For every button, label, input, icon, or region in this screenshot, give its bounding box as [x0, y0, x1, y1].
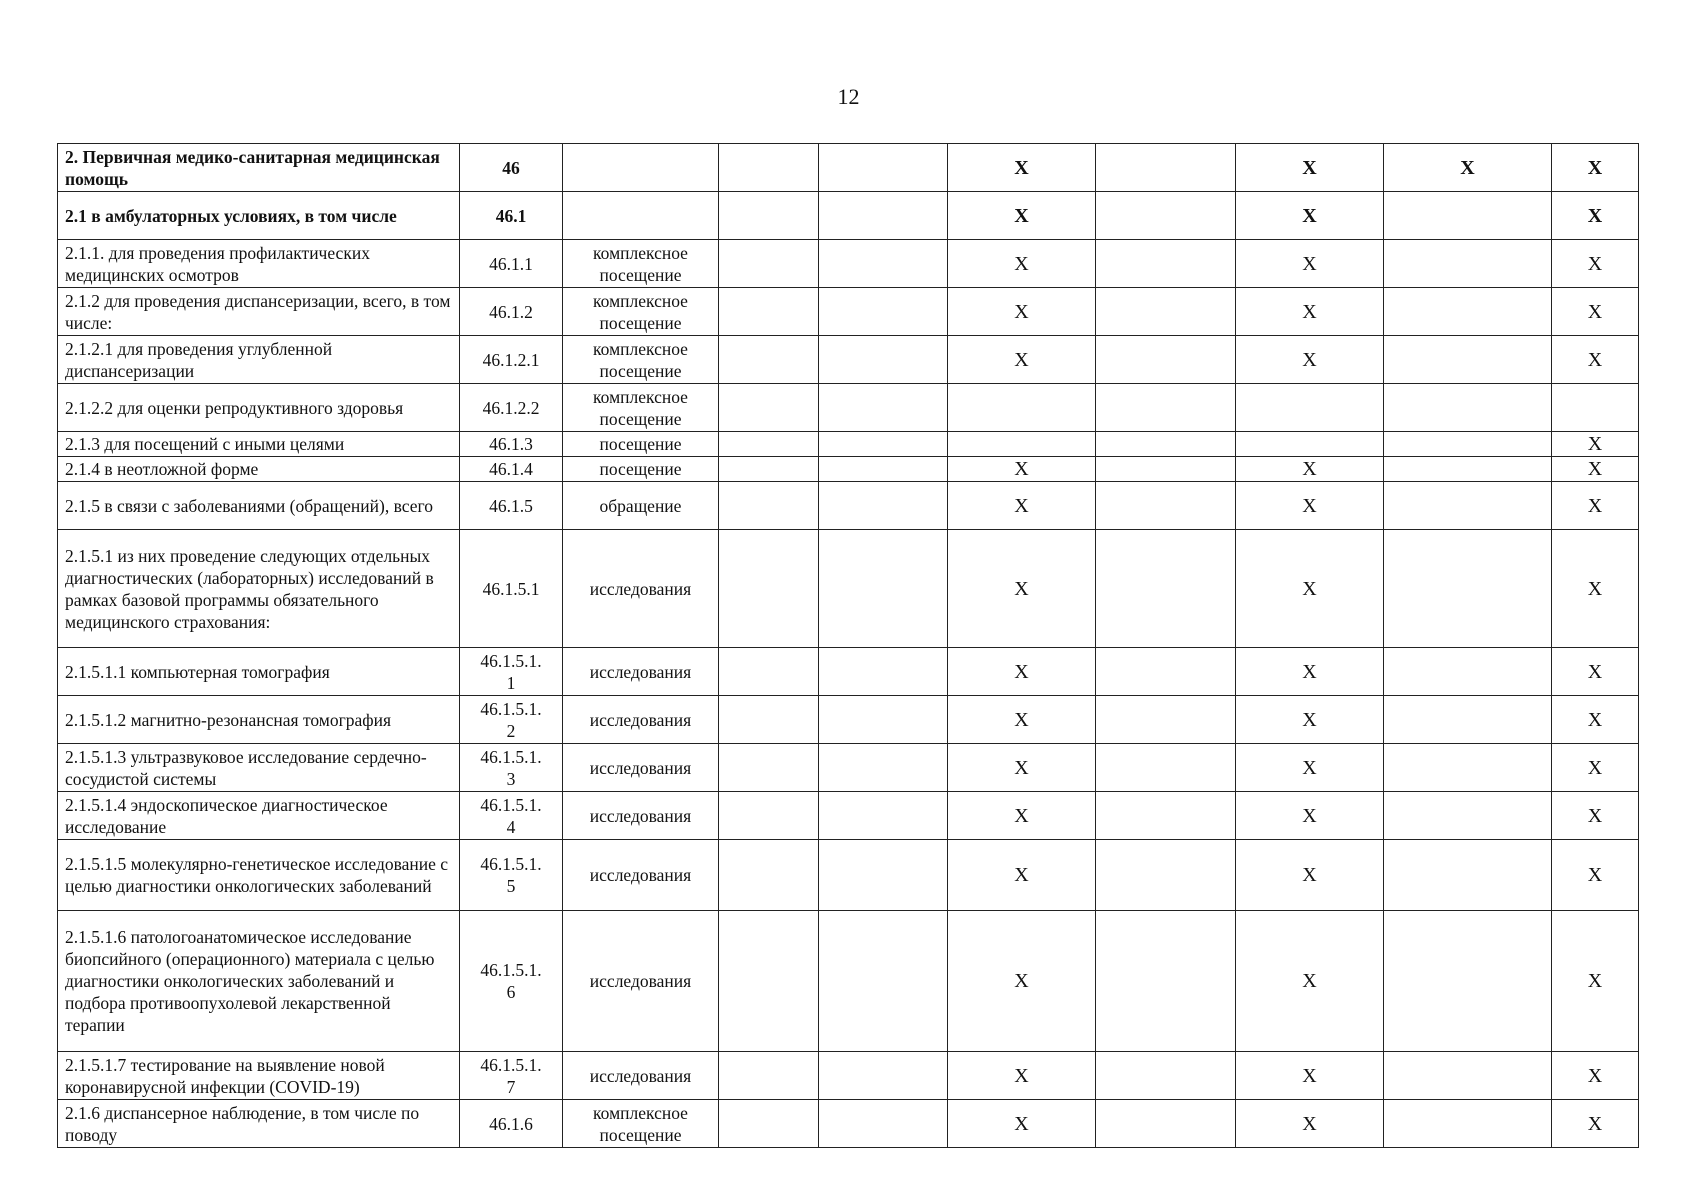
value-cell-col9 [1384, 288, 1552, 336]
value-cell-col5 [819, 192, 948, 240]
value-cell-col6: X [948, 648, 1096, 696]
value-cell-col9 [1384, 648, 1552, 696]
value-cell-col10: X [1552, 336, 1639, 384]
row-name-cell: 2.1 в амбулаторных условиях, в том числе [58, 192, 460, 240]
row-name-cell: 2. Первичная медико-санитарная медицинская помощь [58, 144, 460, 192]
row-name-cell: 2.1.5.1.7 тестирование на выявление новой коронавирусной инфекции (COVID-19) [58, 1052, 460, 1100]
row-code-cell: 46.1.2 [460, 288, 563, 336]
table-row [58, 457, 1639, 482]
value-cell-col9 [1384, 911, 1552, 1052]
table-row [58, 840, 1639, 911]
row-unit-cell: исследования [563, 744, 719, 792]
row-name-cell: 2.1.1. для проведения профилактических медицинских осмотров [58, 240, 460, 288]
value-cell-col4 [719, 1052, 819, 1100]
value-cell-col5 [819, 336, 948, 384]
value-cell-col8: X [1236, 840, 1384, 911]
value-cell-col8: X [1236, 192, 1384, 240]
row-unit-cell: комплексное посещение [563, 336, 719, 384]
row-unit-cell: исследования [563, 1052, 719, 1100]
row-unit-cell: исследования [563, 911, 719, 1052]
value-cell-col10: X [1552, 240, 1639, 288]
value-cell-col8 [1236, 384, 1384, 432]
value-cell-col9 [1384, 432, 1552, 457]
value-cell-col8: X [1236, 457, 1384, 482]
value-cell-col4 [719, 911, 819, 1052]
value-cell-col7 [1096, 840, 1236, 911]
value-cell-col10: X [1552, 1052, 1639, 1100]
row-unit-cell: исследования [563, 530, 719, 648]
table-row [58, 482, 1639, 530]
value-cell-col8: X [1236, 911, 1384, 1052]
value-cell-col10: X [1552, 744, 1639, 792]
row-unit-cell: комплексное посещение [563, 384, 719, 432]
value-cell-col4 [719, 792, 819, 840]
value-cell-col5 [819, 144, 948, 192]
value-cell-col7 [1096, 240, 1236, 288]
value-cell-col9 [1384, 1100, 1552, 1148]
row-code-cell: 46.1.5.1. 7 [460, 1052, 563, 1100]
table-row [58, 792, 1639, 840]
value-cell-col10: X [1552, 192, 1639, 240]
table-row [58, 432, 1639, 457]
value-cell-col6: X [948, 744, 1096, 792]
table-row [58, 336, 1639, 384]
value-cell-col9: X [1384, 144, 1552, 192]
row-code-cell: 46.1.5.1. 6 [460, 911, 563, 1052]
value-cell-col7 [1096, 648, 1236, 696]
value-cell-col10: X [1552, 288, 1639, 336]
row-unit-cell: комплексное посещение [563, 240, 719, 288]
row-code-cell: 46.1.5.1. 1 [460, 648, 563, 696]
value-cell-col5 [819, 792, 948, 840]
value-cell-col4 [719, 384, 819, 432]
value-cell-col4 [719, 240, 819, 288]
value-cell-col4 [719, 336, 819, 384]
value-cell-col8: X [1236, 240, 1384, 288]
row-unit-cell: исследования [563, 648, 719, 696]
value-cell-col6: X [948, 457, 1096, 482]
row-code-cell: 46.1.2.1 [460, 336, 563, 384]
value-cell-col5 [819, 648, 948, 696]
value-cell-col6 [948, 432, 1096, 457]
value-cell-col10: X [1552, 840, 1639, 911]
value-cell-col6: X [948, 1100, 1096, 1148]
value-cell-col7 [1096, 336, 1236, 384]
value-cell-col9 [1384, 482, 1552, 530]
value-cell-col8 [1236, 432, 1384, 457]
value-cell-col6: X [948, 792, 1096, 840]
row-code-cell: 46.1.5 [460, 482, 563, 530]
row-name-cell: 2.1.5.1.3 ультразвуковое исследование сердечно-сосудистой системы [58, 744, 460, 792]
value-cell-col7 [1096, 144, 1236, 192]
value-cell-col10: X [1552, 457, 1639, 482]
value-cell-col9 [1384, 1052, 1552, 1100]
table-row [58, 384, 1639, 432]
value-cell-col10 [1552, 384, 1639, 432]
row-code-cell: 46.1.3 [460, 432, 563, 457]
value-cell-col8: X [1236, 648, 1384, 696]
row-name-cell: 2.1.5 в связи с заболеваниями (обращений), всего [58, 482, 460, 530]
value-cell-col10: X [1552, 792, 1639, 840]
value-cell-col5 [819, 457, 948, 482]
value-cell-col5 [819, 744, 948, 792]
table-row [58, 530, 1639, 648]
value-cell-col4 [719, 1100, 819, 1148]
row-unit-cell: исследования [563, 792, 719, 840]
value-cell-col9 [1384, 240, 1552, 288]
table-row [58, 1052, 1639, 1100]
value-cell-col6: X [948, 482, 1096, 530]
value-cell-col4 [719, 482, 819, 530]
value-cell-col6: X [948, 530, 1096, 648]
value-cell-col9 [1384, 792, 1552, 840]
table-row [58, 1100, 1639, 1148]
value-cell-col8: X [1236, 288, 1384, 336]
row-name-cell: 2.1.5.1 из них проведение следующих отдельных диагностических (лабораторных) исследований в рамках базовой программы обязательного медицинского страхования: [58, 530, 460, 648]
table-row [58, 911, 1639, 1052]
value-cell-col7 [1096, 288, 1236, 336]
value-cell-col5 [819, 911, 948, 1052]
row-unit-cell: комплексное посещение [563, 288, 719, 336]
value-cell-col5 [819, 840, 948, 911]
value-cell-col7 [1096, 792, 1236, 840]
value-cell-col4 [719, 840, 819, 911]
row-name-cell: 2.1.4 в неотложной форме [58, 457, 460, 482]
value-cell-col5 [819, 530, 948, 648]
value-cell-col9 [1384, 336, 1552, 384]
row-name-cell: 2.1.2.2 для оценки репродуктивного здоровья [58, 384, 460, 432]
value-cell-col4 [719, 530, 819, 648]
page-number: 12 [837, 84, 860, 109]
value-cell-col7 [1096, 482, 1236, 530]
value-cell-col5 [819, 696, 948, 744]
value-cell-col8: X [1236, 482, 1384, 530]
row-code-cell: 46.1.5.1. 3 [460, 744, 563, 792]
row-code-cell: 46.1.1 [460, 240, 563, 288]
value-cell-col8: X [1236, 530, 1384, 648]
row-unit-cell: обращение [563, 482, 719, 530]
value-cell-col8: X [1236, 1052, 1384, 1100]
value-cell-col4 [719, 696, 819, 744]
value-cell-col5 [819, 240, 948, 288]
value-cell-col4 [719, 288, 819, 336]
row-unit-cell: исследования [563, 696, 719, 744]
value-cell-col8: X [1236, 744, 1384, 792]
row-name-cell: 2.1.3 для посещений с иными целями [58, 432, 460, 457]
value-cell-col4 [719, 457, 819, 482]
row-name-cell: 2.1.5.1.1 компьютерная томография [58, 648, 460, 696]
value-cell-col7 [1096, 432, 1236, 457]
value-cell-col7 [1096, 530, 1236, 648]
value-cell-col6: X [948, 288, 1096, 336]
row-name-cell: 2.1.5.1.5 молекулярно-генетическое исследование с целью диагностики онкологических заболеваний [58, 840, 460, 911]
row-name-cell: 2.1.2.1 для проведения углубленной диспансеризации [58, 336, 460, 384]
value-cell-col5 [819, 1100, 948, 1148]
value-cell-col10: X [1552, 530, 1639, 648]
row-unit-cell: посещение [563, 457, 719, 482]
value-cell-col10: X [1552, 144, 1639, 192]
value-cell-col9 [1384, 384, 1552, 432]
row-code-cell: 46.1.4 [460, 457, 563, 482]
value-cell-col7 [1096, 1100, 1236, 1148]
value-cell-col6 [948, 384, 1096, 432]
value-cell-col7 [1096, 696, 1236, 744]
value-cell-col9 [1384, 696, 1552, 744]
value-cell-col8: X [1236, 1100, 1384, 1148]
row-name-cell: 2.1.5.1.6 патологоанатомическое исследование биопсийного (операционного) материала с целью диагностики онкологических заболеваний и подбора противоопухолевой лекарственной терапии [58, 911, 460, 1052]
value-cell-col10: X [1552, 482, 1639, 530]
row-code-cell: 46 [460, 144, 563, 192]
row-unit-cell: посещение [563, 432, 719, 457]
value-cell-col7 [1096, 911, 1236, 1052]
value-cell-col5 [819, 482, 948, 530]
value-cell-col7 [1096, 192, 1236, 240]
value-cell-col7 [1096, 1052, 1236, 1100]
value-cell-col8: X [1236, 144, 1384, 192]
value-cell-col6: X [948, 336, 1096, 384]
value-cell-col8: X [1236, 792, 1384, 840]
row-code-cell: 46.1.6 [460, 1100, 563, 1148]
value-cell-col6: X [948, 1052, 1096, 1100]
value-cell-col9 [1384, 457, 1552, 482]
row-unit-cell [563, 144, 719, 192]
table-row [58, 744, 1639, 792]
table-row [58, 696, 1639, 744]
value-cell-col4 [719, 648, 819, 696]
value-cell-col4 [719, 192, 819, 240]
row-unit-cell [563, 192, 719, 240]
table-row [58, 192, 1639, 240]
value-cell-col6: X [948, 840, 1096, 911]
value-cell-col9 [1384, 840, 1552, 911]
table-row [58, 144, 1639, 192]
row-name-cell: 2.1.5.1.2 магнитно-резонансная томография [58, 696, 460, 744]
value-cell-col8: X [1236, 336, 1384, 384]
value-cell-col6: X [948, 911, 1096, 1052]
value-cell-col5 [819, 1052, 948, 1100]
value-cell-col4 [719, 432, 819, 457]
value-cell-col9 [1384, 530, 1552, 648]
value-cell-col5 [819, 384, 948, 432]
row-code-cell: 46.1 [460, 192, 563, 240]
row-unit-cell: комплексное посещение [563, 1100, 719, 1148]
value-cell-col10: X [1552, 1100, 1639, 1148]
table-body [58, 144, 1639, 1148]
value-cell-col7 [1096, 744, 1236, 792]
value-cell-col9 [1384, 192, 1552, 240]
value-cell-col6: X [948, 240, 1096, 288]
value-cell-col8: X [1236, 696, 1384, 744]
value-cell-col10: X [1552, 648, 1639, 696]
row-name-cell: 2.1.2 для проведения диспансеризации, всего, в том числе: [58, 288, 460, 336]
row-unit-cell: исследования [563, 840, 719, 911]
row-code-cell: 46.1.5.1. 5 [460, 840, 563, 911]
row-name-cell: 2.1.6 диспансерное наблюдение, в том числе по поводу [58, 1100, 460, 1148]
row-code-cell: 46.1.5.1. 2 [460, 696, 563, 744]
value-cell-col10: X [1552, 696, 1639, 744]
value-cell-col6: X [948, 696, 1096, 744]
value-cell-col10: X [1552, 911, 1639, 1052]
value-cell-col5 [819, 432, 948, 457]
row-name-cell: 2.1.5.1.4 эндоскопическое диагностическое исследование [58, 792, 460, 840]
value-cell-col9 [1384, 744, 1552, 792]
value-cell-col10: X [1552, 432, 1639, 457]
row-code-cell: 46.1.2.2 [460, 384, 563, 432]
value-cell-col7 [1096, 457, 1236, 482]
data-table [57, 143, 1639, 1148]
table-row [58, 240, 1639, 288]
table-row [58, 288, 1639, 336]
row-code-cell: 46.1.5.1. 4 [460, 792, 563, 840]
value-cell-col5 [819, 288, 948, 336]
value-cell-col4 [719, 144, 819, 192]
row-code-cell: 46.1.5.1 [460, 530, 563, 648]
table-row [58, 648, 1639, 696]
value-cell-col6: X [948, 144, 1096, 192]
value-cell-col7 [1096, 384, 1236, 432]
value-cell-col4 [719, 744, 819, 792]
value-cell-col6: X [948, 192, 1096, 240]
